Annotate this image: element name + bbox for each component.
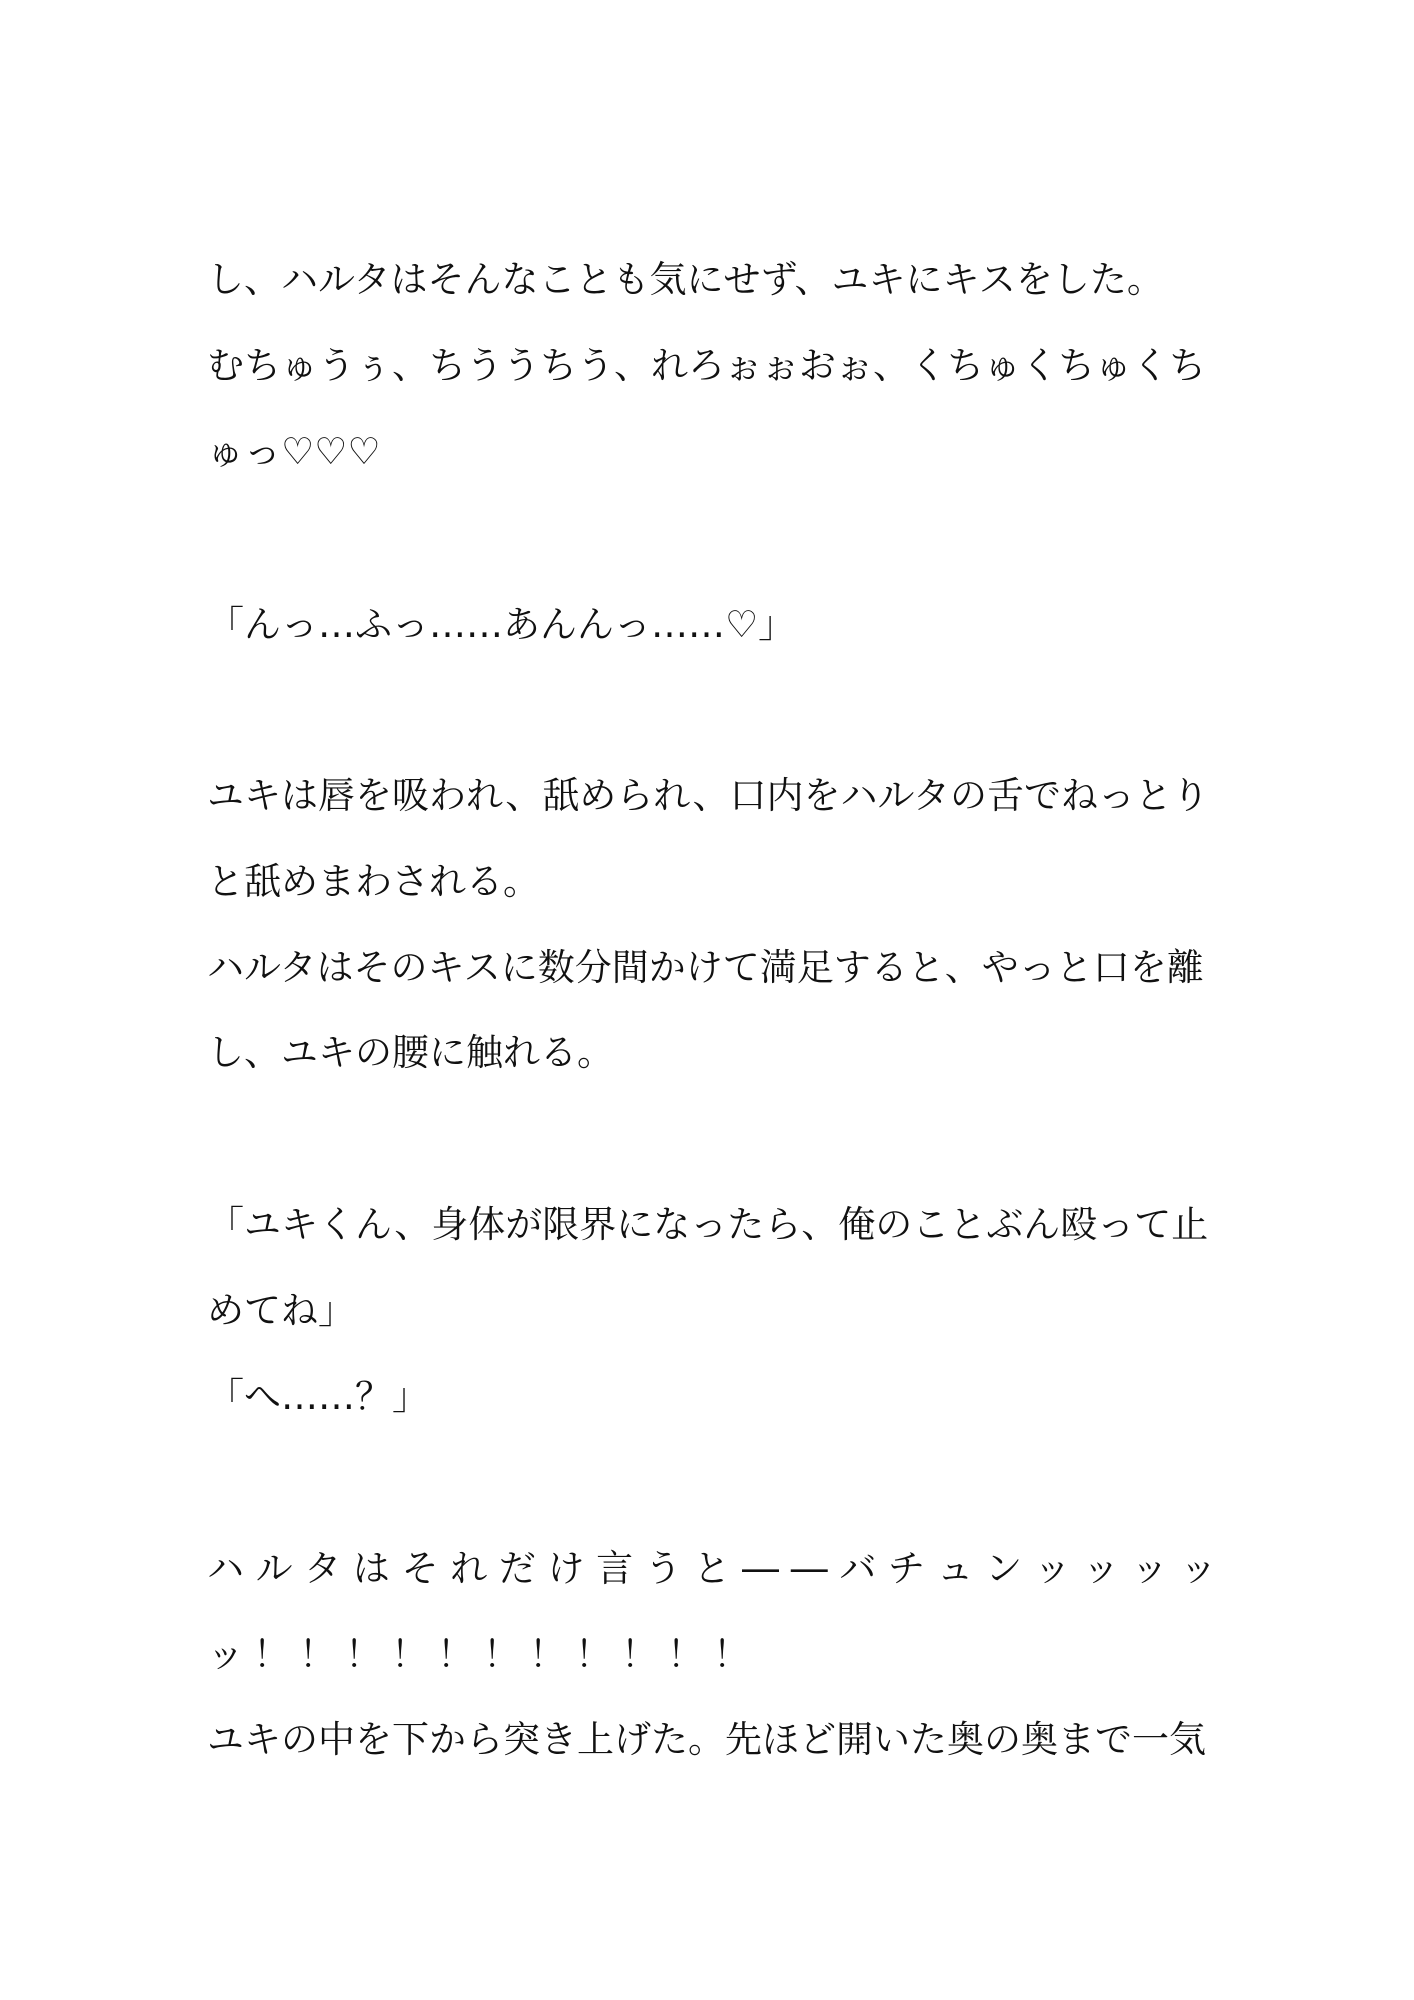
dialogue-line-1: 「んっ…ふっ……あんんっ……♡」: [207, 603, 796, 646]
dialogue-line-4: 「へ……？」: [207, 1375, 429, 1418]
text-line-1: し、ハルタはそんなことも気にせず、ユキにキスをした。: [207, 258, 1164, 301]
text-line-3: ゅっ♡♡♡: [207, 430, 381, 473]
text-line-6: ハルタはそのキスに数分間かけて満足すると、やっと口を離: [207, 946, 1204, 989]
text-line-5: と舐めまわされる。: [207, 860, 540, 903]
dialogue-line-2: 「ユキくん、身体が限界になったら、俺のことぶん殴って止: [207, 1203, 1209, 1246]
text-line-9: ッ！！！！！！！！！！！: [207, 1633, 759, 1676]
text-line-2: むちゅうぅ、ちううちう、れろぉぉおぉ、くちゅくちゅくち: [207, 344, 1206, 387]
dialogue-line-3: めてね」: [207, 1289, 355, 1332]
text-line-4: ユキは唇を吸われ、舐められ、口内をハルタの舌でねっとり: [207, 774, 1209, 817]
text-line-7: し、ユキの腰に触れる。: [207, 1031, 614, 1074]
text-line-8: ハ ル タ は そ れ だ け 言 う と ― ― バ チ ュ ン ッ ッ ッ ッ: [207, 1547, 1217, 1590]
text-line-10: ユキの中を下から突き上げた。先ほど開いた奥の奥まで一気: [207, 1718, 1206, 1761]
